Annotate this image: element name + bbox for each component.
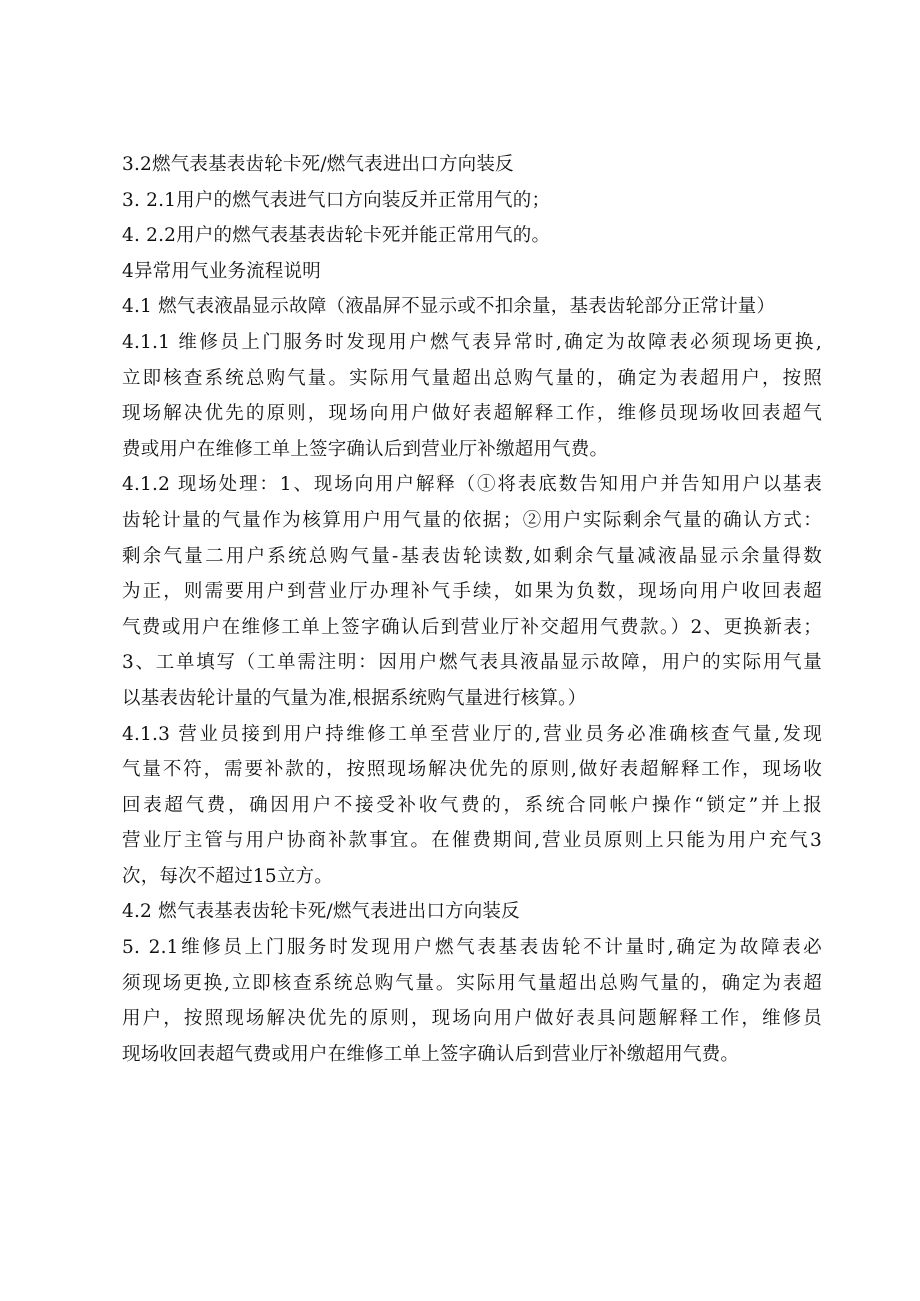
paragraph-line: 现场收回表超气费或用户在维修工单上签字确认后到营业厅补缴超用气费。 [122, 1043, 740, 1065]
paragraph-line: 气量不符，需要补款的，按照现场解决优先的原则,做好表超解释工作，现场收 [122, 759, 822, 781]
section-heading: 3.2燃气表基表齿轮卡死/燃气表进出口方向装反 [122, 154, 514, 175]
paragraph-line: 4.1.2 现场处理：1、现场向用户解释（①将表底数告知用户并告知用户以基表 [122, 474, 822, 496]
paragraph-line: 气费或用户在维修工单上签字确认后到营业厅补交超用气费款。）2、更换新表； [122, 616, 822, 638]
paragraph-line: 回表超气费，确因用户不接受补收气费的，系统合同帐户操作“锁定”并上报 [122, 794, 822, 816]
paragraph-line: 齿轮计量的气量作为核算用户用气量的依据；②用户实际剩余气量的确认方式： [122, 509, 822, 531]
document-body [122, 147, 822, 1072]
list-item: 3. 2.1用户的燃气表进气口方向装反并正常用气的； [122, 189, 551, 211]
paragraph-line: 须现场更换,立即核查系统总购气量。实际用气量超出总购气量的，确定为表超 [122, 972, 822, 994]
paragraph-line: 剩余气量二用户系统总购气量-基表齿轮读数,如剩余气量减液晶显示余量得数 [122, 545, 822, 567]
paragraph-line: 4.1.1 维修员上门服务时发现用户燃气表异常时,确定为故障表必须现场更换, [122, 331, 822, 353]
list-item: 4. 2.2用户的燃气表基表齿轮卡死并能正常用气的。 [122, 225, 551, 247]
paragraph-line: 用户，按照现场解决优先的原则，现场向用户做好表具问题解释工作，维修员 [122, 1008, 822, 1030]
paragraph-line: 为正，则需要用户到营业厅办理补气手续，如果为负数，现场向用户收回表超 [122, 581, 822, 603]
paragraph-line: 4.1.3 营业员接到用户持维修工单至营业厅的,营业员务必准确核查气量,发现 [122, 723, 822, 745]
paragraph-line: 3、工单填写（工单需注明：因用户燃气表具液晶显示故障，用户的实际用气量 [122, 652, 822, 674]
section-heading: 4.2 燃气表基表齿轮卡死/燃气表进出口方向装反 [122, 901, 520, 923]
paragraph-line: 现场解决优先的原则，现场向用户做好表超解释工作，维修员现场收回表超气 [122, 403, 822, 425]
paragraph-line: 5. 2.1维修员上门服务时发现用户燃气表基表齿轮不计量时,确定为故障表必 [122, 937, 822, 959]
paragraph-line: 立即核查系统总购气量。实际用气量超出总购气量的，确定为表超用户，按照 [122, 367, 822, 389]
paragraph-line: 营业厅主管与用户协商补款事宜。在催费期间,营业员原则上只能为用户充气3 [122, 830, 822, 852]
section-heading: 4异常用气业务流程说明 [122, 260, 321, 282]
section-heading: 4.1 燃气表液晶显示故障（液晶屏不显示或不扣余量，基表齿轮部分正常计量） [122, 296, 776, 318]
paragraph-line: 次，每次不超过15立方。 [122, 865, 333, 887]
paragraph-line: 费或用户在维修工单上签字确认后到营业厅补缴超用气费。 [122, 438, 609, 460]
paragraph-line: 以基表齿轮计量的气量为准,根据系统购气量进行核算。） [122, 687, 587, 709]
